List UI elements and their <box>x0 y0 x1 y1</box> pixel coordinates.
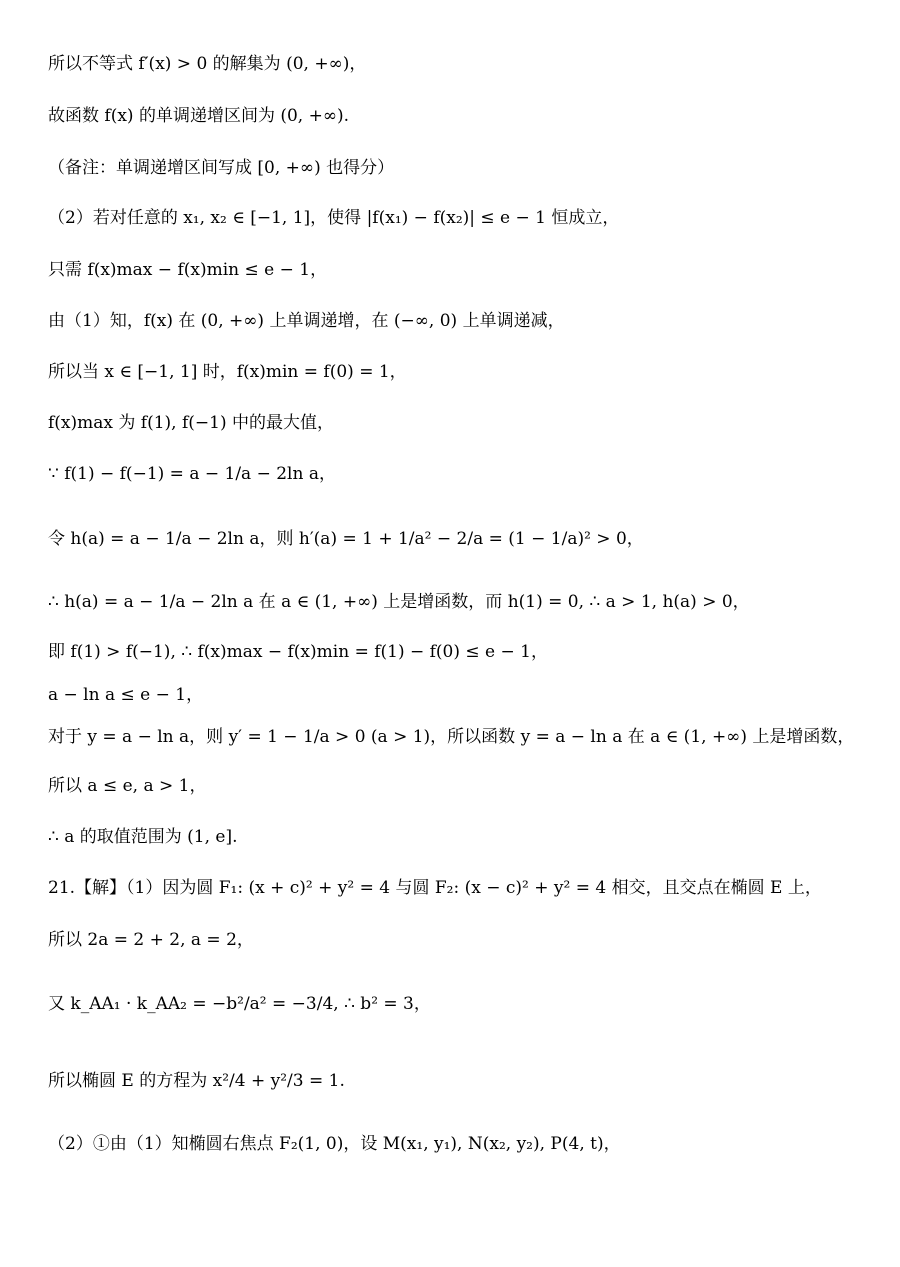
solution-line-5: 只需 f(x)max − f(x)min ≤ e − 1， <box>48 260 328 280</box>
solution-line-14: 对于 y = a − ln a，则 y′ = 1 − 1/a > 0 (a > 1)，所以函数 y = a − ln a 在 a ∈ (1, +∞) 上是增函数， <box>48 727 855 747</box>
problem-21-line-2: 所以 2a = 2 + 2, a = 2， <box>48 930 254 950</box>
solution-line-1: 所以不等式 f′(x) > 0 的解集为 (0, +∞)， <box>48 54 367 74</box>
solution-line-9: ∵ f(1) − f(−1) = a − 1/a − 2ln a， <box>48 464 336 484</box>
solution-line-3: （备注：单调递增区间写成 [0, +∞) 也得分） <box>48 158 395 178</box>
solution-line-7: 所以当 x ∈ [−1, 1] 时，f(x)min = f(0) = 1， <box>48 362 407 382</box>
problem-21-line-3: 又 k_AA₁ · k_AA₂ = −b²/a² = −3/4, ∴ b² = 3， <box>48 994 431 1014</box>
solution-line-11: ∴ h(a) = a − 1/a − 2ln a 在 a ∈ (1, +∞) 上是增函数，而 h(1) = 0, ∴ a > 1, h(a) > 0， <box>48 592 750 612</box>
solution-line-2: 故函数 f(x) 的单调递增区间为 (0, +∞). <box>48 106 350 126</box>
solution-line-4: （2）若对任意的 x₁, x₂ ∈ [−1, 1]，使得 |f(x₁) − f(x₂)| ≤ e − 1 恒成立， <box>48 208 620 228</box>
solution-line-12: 即 f(1) > f(−1), ∴ f(x)max − f(x)min = f(1) − f(0) ≤ e − 1， <box>48 642 548 662</box>
solution-line-8: f(x)max 为 f(1), f(−1) 中的最大值， <box>48 413 334 433</box>
solution-line-13: a − ln a ≤ e − 1， <box>48 685 204 705</box>
problem-21-line-5: （2）①由（1）知椭圆右焦点 F₂(1, 0)，设 M(x₁, y₁), N(x₂, y₂), P(4, t)， <box>48 1134 621 1154</box>
solution-line-15: 所以 a ≤ e, a > 1， <box>48 776 207 796</box>
solution-line-10: 令 h(a) = a − 1/a − 2ln a，则 h′(a) = 1 + 1/a² − 2/a = (1 − 1/a)² > 0， <box>48 529 644 549</box>
solution-line-16: ∴ a 的取值范围为 (1, e]. <box>48 827 238 847</box>
solution-line-6: 由（1）知，f(x) 在 (0, +∞) 上单调递增，在 (−∞, 0) 上单调递减， <box>48 311 565 331</box>
problem-21-line-4: 所以椭圆 E 的方程为 x²/4 + y²/3 = 1. <box>48 1071 345 1091</box>
problem-21-line-1: 21.【解】（1）因为圆 F₁: (x + c)² + y² = 4 与圆 F₂: (x − c)² + y² = 4 相交，且交点在椭圆 E 上， <box>48 878 822 898</box>
